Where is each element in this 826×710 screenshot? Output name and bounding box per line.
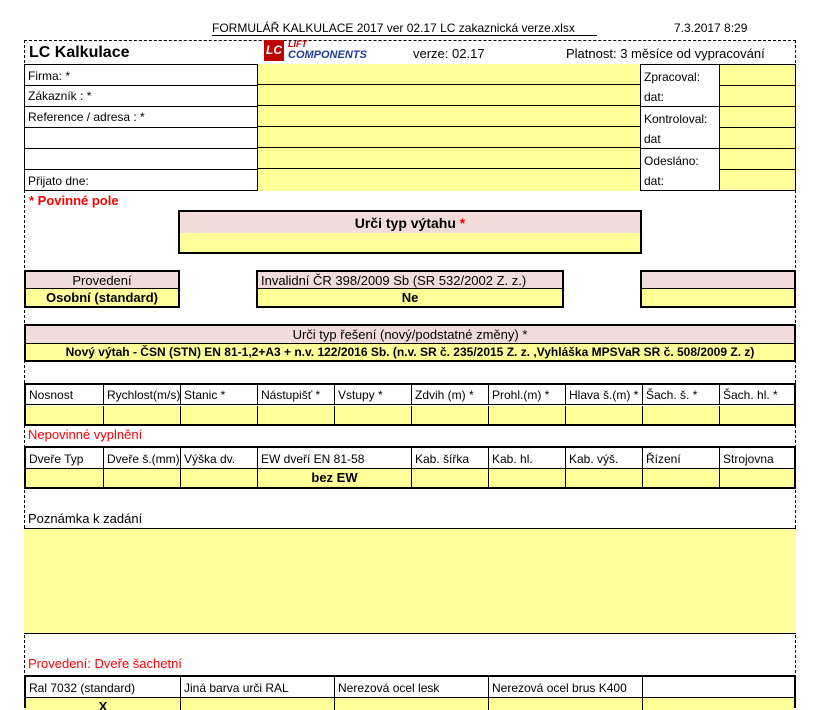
solution-select[interactable]: Nový výtah - ČSN (STN) EN 81-1,2+A3 + n.v. 122/2016 Sb. (n.v. SR č. 235/2015 Z. z. ,Vyhláška MPSVaR SR č. 508/2009 Z. z) xyxy=(24,344,796,362)
param-header: Hlava š.(m) * xyxy=(566,385,643,405)
params-table xyxy=(24,383,796,426)
shaft-doors-label: Provedení: Dveře šachetní xyxy=(28,656,182,671)
shaft-door-header: Nerezová ocel lesk xyxy=(335,677,489,698)
param-header: Nástupišť * xyxy=(258,385,335,405)
note-textarea[interactable] xyxy=(24,528,796,634)
reference-label: Reference / adresa : * xyxy=(25,107,257,128)
dat3-input[interactable] xyxy=(719,170,795,190)
shaft-door-header: Nerezová ocel brus K400 xyxy=(489,677,643,698)
shaft-door-option[interactable] xyxy=(643,698,794,710)
date-time: 7.3.2017 8:29 xyxy=(674,21,748,35)
optional-note: Nepovinné vyplnění xyxy=(28,427,143,442)
lift-type-star: * xyxy=(455,215,466,231)
param-input[interactable] xyxy=(566,406,643,424)
param-input[interactable] xyxy=(181,406,258,424)
door-input[interactable] xyxy=(720,469,794,487)
params-value-row xyxy=(26,406,794,424)
note-label: Poznámka k zadání xyxy=(28,511,143,526)
shaft-door-option[interactable]: X xyxy=(26,698,181,710)
odeslano-label: Odesláno: xyxy=(644,154,699,168)
door-input[interactable] xyxy=(489,469,566,487)
door-input[interactable] xyxy=(181,469,258,487)
reference-input[interactable] xyxy=(258,107,640,127)
file-title: FORMULÁŘ KALKULACE 2017 ver 02.17 LC zakaznická verze.xlsx xyxy=(212,21,575,35)
door-header: Řízení xyxy=(643,448,720,469)
reference-input-3[interactable] xyxy=(258,149,640,169)
page-border-top xyxy=(24,40,796,41)
shaft-door-option[interactable] xyxy=(181,698,335,710)
dat2-label: dat xyxy=(641,128,719,149)
door-input[interactable] xyxy=(26,469,104,487)
shaft-doors-table xyxy=(24,675,796,708)
provedeni-select[interactable]: Osobní (standard) xyxy=(24,289,180,308)
lift-type-select[interactable] xyxy=(178,233,642,254)
shaft-door-option[interactable] xyxy=(335,698,489,710)
reference-line-3 xyxy=(25,149,257,170)
door-header: EW dveří EN 81-58 xyxy=(258,448,412,469)
param-input[interactable] xyxy=(258,406,335,424)
door-header: Výška dv. xyxy=(181,448,258,469)
logo-text-top: LIFT xyxy=(288,39,307,49)
door-input[interactable] xyxy=(104,469,181,487)
param-header: Zdvih (m) * xyxy=(412,385,489,405)
logo-icon: LC xyxy=(264,40,284,61)
title-underline xyxy=(212,35,597,36)
dat1-label: dat: xyxy=(641,86,719,107)
extra-select[interactable] xyxy=(640,289,796,308)
param-header: Rychlost(m/s) xyxy=(104,385,181,405)
params-header-row xyxy=(26,385,794,405)
param-header: Nosnost xyxy=(26,385,104,405)
kontroloval-label: Kontroloval: xyxy=(644,112,708,126)
zakaznik-input[interactable] xyxy=(258,86,640,106)
shaft-door-header: Ral 7032 (standard) xyxy=(26,677,181,698)
param-input[interactable] xyxy=(643,406,720,424)
param-header: Šach. hl. * xyxy=(723,388,778,402)
dat1-input[interactable] xyxy=(719,86,795,107)
dat3-label: dat: xyxy=(644,174,665,188)
zpracoval-label: Zpracoval: xyxy=(644,70,701,84)
param-input[interactable] xyxy=(412,406,489,424)
firma-label: Firma: * xyxy=(25,65,257,86)
param-input[interactable] xyxy=(335,406,412,424)
param-input[interactable] xyxy=(104,406,181,424)
door-header: Dveře Typ xyxy=(26,448,104,469)
shaft-door-header: Jiná barva urči RAL xyxy=(181,677,335,698)
firma-input[interactable] xyxy=(258,65,640,85)
odeslano-input[interactable] xyxy=(719,149,795,170)
lift-type-label: Urči typ výtahu xyxy=(354,215,456,231)
invalid-select[interactable]: Ne xyxy=(256,289,564,308)
reference-input-2[interactable] xyxy=(258,128,640,148)
prijato-input[interactable] xyxy=(258,170,640,190)
sheet-title: LC Kalkulace xyxy=(29,44,130,61)
door-header: Dveře š.(mm) xyxy=(104,448,181,469)
param-header: Stanic * xyxy=(181,385,258,405)
ew-select[interactable]: bez EW xyxy=(258,469,412,487)
door-header: Strojovna xyxy=(720,448,794,469)
solution-label: Urči typ řešení (nový/podstatné změny) * xyxy=(24,324,796,344)
zakaznik-label: Zákazník : * xyxy=(25,86,257,107)
param-input[interactable] xyxy=(720,406,794,424)
shaft-door-option[interactable] xyxy=(489,698,643,710)
param-input[interactable] xyxy=(489,406,566,424)
reference-line-2 xyxy=(25,128,257,149)
dat2-input[interactable] xyxy=(719,128,795,149)
door-header: Kab. hl. xyxy=(489,448,566,469)
param-header: Vstupy * xyxy=(335,385,412,405)
lift-type-header xyxy=(178,210,642,234)
required-note: * Povinné pole xyxy=(29,193,119,208)
param-header: Prohl.(m) * xyxy=(489,385,566,405)
zpracoval-input[interactable] xyxy=(719,65,795,86)
logo-text-bottom: COMPONENTS xyxy=(288,49,367,61)
door-input[interactable] xyxy=(412,469,489,487)
door-header: Kab. šířka xyxy=(412,448,489,469)
prijato-label: Přijato dne: xyxy=(28,174,89,188)
param-header: Šach. š. * xyxy=(643,385,720,405)
invalid-label: Invalidní ČR 398/2009 Sb (SR 532/2002 Z. z.) xyxy=(256,270,564,289)
shaft-door-header xyxy=(643,677,794,698)
version: verze: 02.17 xyxy=(413,46,485,61)
extra-label xyxy=(640,270,796,289)
kontroloval-input[interactable] xyxy=(719,107,795,128)
provedeni-label: Provedení xyxy=(24,270,180,289)
door-input[interactable] xyxy=(566,469,643,487)
param-input[interactable] xyxy=(26,406,104,424)
door-input[interactable] xyxy=(643,469,720,487)
validity: Platnost: 3 měsíce od vypracování xyxy=(566,46,765,61)
door-table xyxy=(24,446,796,489)
door-header: Kab. výš. xyxy=(566,448,643,469)
